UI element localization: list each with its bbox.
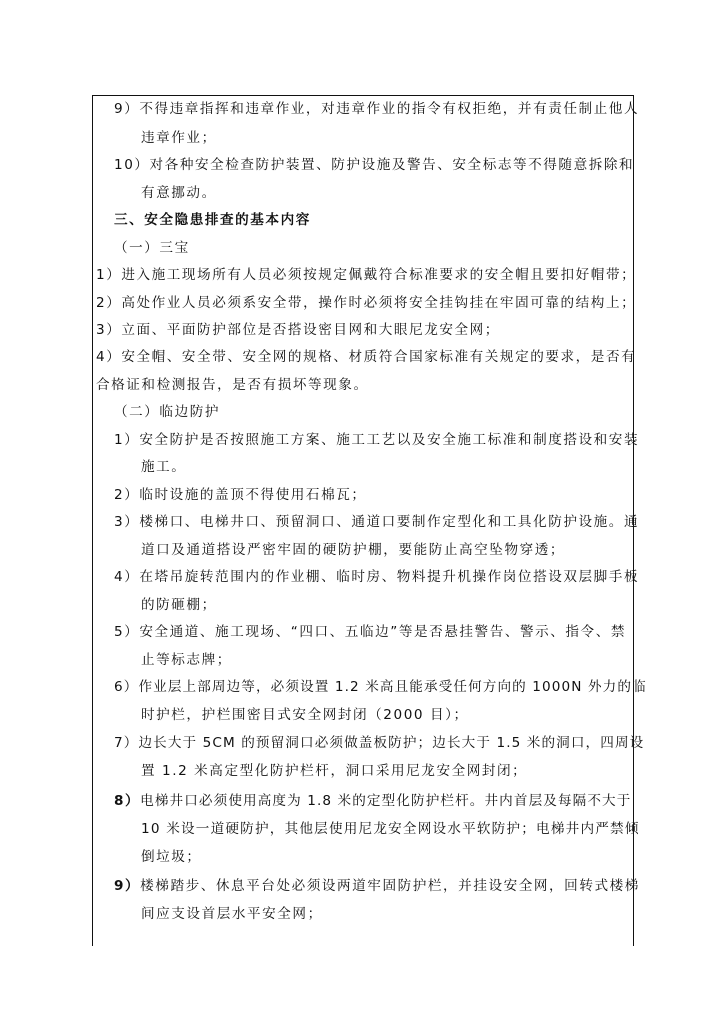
item-number: 8） xyxy=(114,793,141,809)
text-line: 止等标志牌； xyxy=(141,652,232,668)
text-line xyxy=(114,877,640,895)
text-line: 3）立面、平面防护部位是否搭设密目网和大眼尼龙安全网； xyxy=(96,322,500,338)
text-line: 违章作业； xyxy=(141,130,217,146)
text-line: 1）安全防护是否按照施工方案、施工工艺以及安全施工标准和制度搭设和安装 xyxy=(114,432,640,448)
text-line: 9）不得违章指挥和违章作业，对违章作业的指令有权拒绝，并有责任制止他人 xyxy=(114,101,640,117)
text-line: 有意挪动。 xyxy=(141,185,217,201)
text-line: 2）临时设施的盖顶不得使用石棉瓦； xyxy=(114,487,367,503)
subsection-heading: （一）三宝 xyxy=(114,240,190,256)
text-line: 3）楼梯口、电梯井口、预留洞口、通道口要制作定型化和工具化防护设施。通 xyxy=(114,514,640,530)
text-line: 间应支设首层水平安全网； xyxy=(141,906,323,922)
text-line: 道口及通道搭设严密牢固的硬防护棚，要能防止高空坠物穿透； xyxy=(141,542,566,558)
text-line: 时护栏，护栏围密目式安全网封闭（2000 目）； xyxy=(141,707,469,723)
text-line: 6）作业层上部周边等，必须设置 1.2 米高且能承受任何方向的 1000N 外力的临 xyxy=(114,679,647,695)
text-line xyxy=(114,792,631,810)
text-line: 施工。 xyxy=(141,459,187,475)
text-line: 5）安全通道、施工现场、“四口、五临边”等是否悬挂警告、警示、指令、禁 xyxy=(114,624,626,640)
text-line: 4）安全帽、安全带、安全网的规格、材质符合国家标准有关规定的要求，是否有 xyxy=(96,349,637,365)
item-text: 电梯井口必须使用高度为 1.8 米的定型化防护栏杆。井内首层及每隔不大于 xyxy=(140,793,632,809)
text-line: 7）边长大于 5CM 的预留洞口必须做盖板防护；边长大于 1.5 米的洞口，四周设 xyxy=(114,735,645,751)
item-number: 9） xyxy=(114,878,141,894)
text-line: 的防砸棚； xyxy=(141,597,217,613)
subsection-heading: （二）临边防护 xyxy=(114,404,221,420)
text-line: 合格证和检测报告，是否有损坏等现象。 xyxy=(96,377,369,393)
text-line: 倒垃圾； xyxy=(141,849,202,865)
text-line: 1）进入施工现场所有人员必须按规定佩戴符合标准要求的安全帽且要扣好帽带； xyxy=(96,267,637,283)
text-line: 置 1.2 米高定型化防护栏杆，洞口采用尼龙安全网封闭； xyxy=(141,763,528,779)
text-line: 4）在塔吊旋转范围内的作业棚、临时房、物料提升机操作岗位搭设双层脚手板 xyxy=(114,569,640,585)
section-heading: 三、安全隐患排查的基本内容 xyxy=(114,212,311,228)
text-line: 10 米设一道硬防护，其他层使用尼龙安全网设水平软防护；电梯井内严禁倾 xyxy=(141,821,640,837)
text-line: 2）高处作业人员必须系安全带，操作时必须将安全挂钩挂在牢固可靠的结构上； xyxy=(96,295,637,311)
text-line: 10）对各种安全检查防护装置、防护设施及警告、安全标志等不得随意拆除和 xyxy=(114,157,635,173)
item-text: 楼梯踏步、休息平台处必须设两道牢固防护栏，并挂设安全网，回转式楼梯 xyxy=(140,878,640,894)
